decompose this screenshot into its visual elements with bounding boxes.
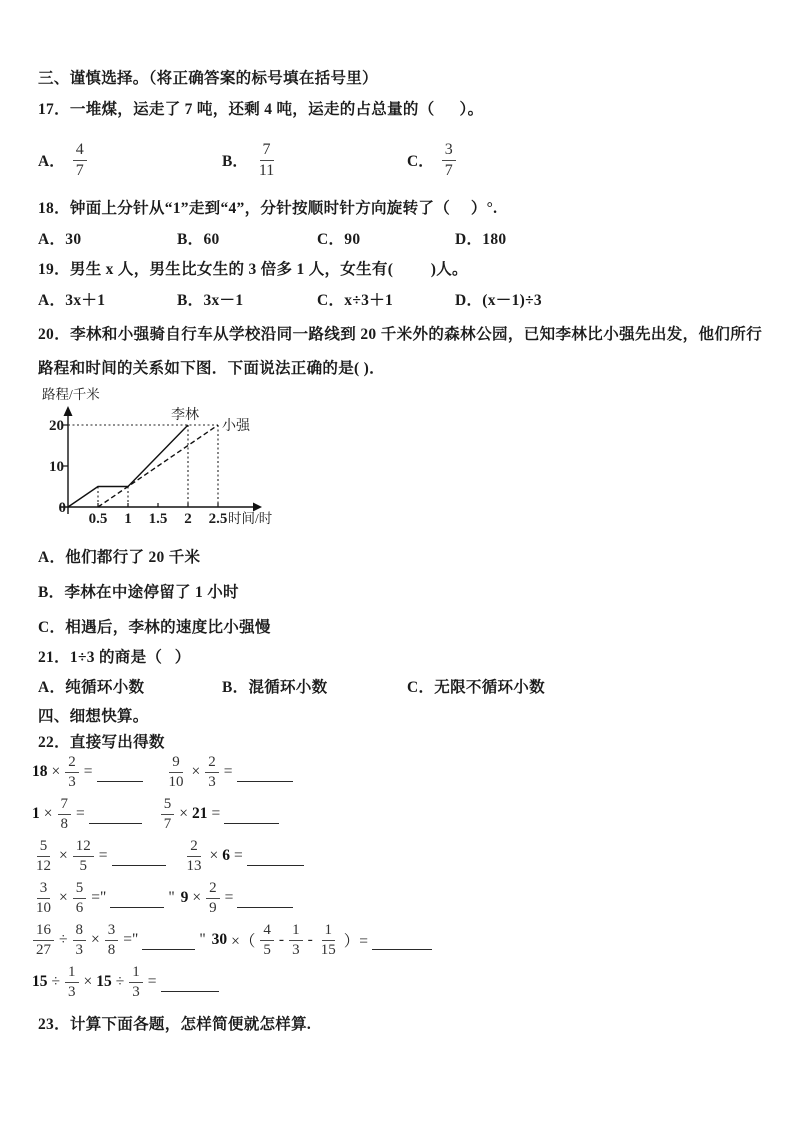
q18-option-d: D．180 — [455, 231, 507, 248]
q18-option-a: A．30 — [38, 231, 82, 248]
q19-option-d: D．(x－1)÷3 — [455, 292, 542, 309]
answer-blank — [237, 781, 293, 782]
fraction — [65, 754, 79, 791]
fraction-denominator: 3 — [68, 983, 76, 1000]
fraction-numerator: 5 — [73, 880, 87, 899]
fraction — [161, 796, 175, 833]
fraction-denominator: 7 — [444, 161, 453, 179]
fraction-numerator: 12 — [73, 838, 94, 857]
q21-stem: 21．1÷3 的商是（ ） — [38, 649, 191, 666]
fraction-numerator: 7 — [260, 141, 274, 161]
fraction-denominator: 27 — [36, 941, 51, 958]
x-tick-label: 1 — [124, 511, 132, 527]
term: - — [307, 931, 313, 948]
fraction — [73, 880, 87, 917]
fraction-numerator: 8 — [73, 922, 87, 941]
fraction — [65, 964, 79, 1001]
series-line-李林 — [68, 425, 188, 507]
term: ÷ — [51, 973, 61, 990]
q21-option-c: C．无限不循环小数 — [407, 679, 545, 696]
fraction-numerator: 16 — [33, 922, 54, 941]
answer-blank — [89, 823, 142, 824]
q19-stem: 19．男生 x 人，男生比女生的 3 倍多 1 人，女生有( )人。 — [38, 261, 468, 278]
x-tick-label: 1.5 — [148, 511, 168, 527]
fraction — [442, 141, 456, 180]
calc-row-3 — [30, 835, 434, 877]
q18-option-b: B．60 — [177, 231, 220, 248]
section3-header: 三、谨慎选择。（将正确答案的标号填在括号里） — [38, 70, 378, 87]
fraction-numerator: 5 — [161, 796, 175, 815]
fraction — [73, 838, 94, 875]
calc-row-2 — [30, 793, 434, 835]
term: × — [59, 847, 68, 864]
term: × — [179, 805, 188, 822]
option-label: B． — [222, 153, 248, 170]
q20-chart — [40, 386, 302, 535]
fraction-numerator: 2 — [205, 754, 219, 773]
fraction — [129, 964, 143, 1001]
fraction-denominator: 3 — [132, 983, 140, 1000]
fraction-denominator: 10 — [168, 773, 184, 790]
fraction — [105, 922, 119, 959]
fraction-denominator: 3 — [292, 941, 300, 958]
fraction-denominator: 3 — [75, 941, 84, 958]
term: - — [278, 931, 285, 948]
term: ×（ — [231, 933, 256, 950]
fraction-denominator: 3 — [208, 773, 216, 790]
y-tick-label: 20 — [49, 418, 64, 434]
answer-blank — [110, 907, 164, 908]
y-axis-title: 路程/千米 — [42, 387, 100, 402]
term: × — [59, 889, 68, 906]
fraction-denominator: 15 — [320, 941, 336, 958]
term: × — [43, 805, 53, 822]
spacer — [145, 772, 163, 773]
q20-stem: 20．李林和小强骑自行车从学校沿同一路线到 20 千米外的森林公园，已知李林比小强先出发，他们所行路程和时间的关系如下图．下面说法正确的是( )． — [38, 326, 762, 377]
fraction-denominator: 5 — [263, 941, 271, 958]
fraction-numerator: 1 — [129, 964, 143, 983]
q18-option-c: C．90 — [317, 231, 361, 248]
term: 6 — [222, 847, 230, 864]
q20-option-b: B．李林在中途停留了 1 小时 — [38, 584, 239, 601]
fraction-denominator: 9 — [209, 899, 217, 916]
fraction — [58, 796, 72, 833]
fraction-numerator: 1 — [65, 964, 79, 983]
answer-blank — [237, 907, 293, 908]
answer-blank — [112, 865, 166, 866]
term: = — [234, 847, 243, 864]
calc-row-4 — [30, 877, 434, 919]
fraction — [33, 838, 54, 875]
term: 21 — [192, 805, 208, 822]
fraction-numerator: 1 — [289, 922, 303, 941]
fraction-denominator: 7 — [75, 161, 84, 179]
fraction — [289, 922, 303, 959]
answer-blank — [247, 865, 304, 866]
fraction-denominator: 10 — [36, 899, 51, 916]
fraction — [166, 754, 187, 791]
term: × — [91, 931, 100, 948]
option-label: C． — [407, 153, 434, 170]
fraction — [73, 141, 87, 180]
fraction — [33, 922, 54, 959]
fraction — [184, 838, 205, 875]
fraction-denominator: 3 — [68, 773, 76, 790]
x-axis-title: 时间/时 — [228, 511, 273, 526]
fraction — [205, 754, 219, 791]
fraction-numerator: 2 — [206, 880, 220, 899]
term: × — [192, 889, 202, 906]
fraction — [318, 922, 339, 959]
term: ）= — [343, 933, 369, 950]
fraction — [33, 880, 54, 917]
fraction-numerator: 3 — [442, 141, 456, 161]
q19-option-a: A．3x＋1 — [38, 292, 106, 309]
fraction-denominator: 5 — [79, 857, 87, 874]
term: = — [83, 763, 93, 780]
spacer — [168, 856, 181, 857]
q17-stem: 17．一堆煤，运走了 7 吨，还剩 4 吨，运走的占总量的（ ）。 — [38, 101, 484, 118]
term: " — [168, 889, 175, 906]
q18-stem: 18．钟面上分针从“1”走到“4”，分针按顺时针方向旋转了（ ）°. — [38, 200, 498, 217]
term: 15 — [96, 973, 112, 990]
term: =" — [91, 889, 107, 906]
q22-stem: 22．直接写出得数 — [38, 734, 165, 751]
fraction-denominator: 11 — [258, 161, 275, 179]
section4-header: 四、细想快算。 — [38, 708, 149, 725]
answer-blank — [97, 781, 143, 782]
answer-blank — [224, 823, 279, 824]
term: × — [83, 973, 93, 990]
fraction-denominator: 12 — [36, 857, 51, 874]
q23-stem: 23．计算下面各题，怎样简便就怎样算. — [38, 1016, 312, 1033]
fraction-numerator: 2 — [187, 838, 201, 857]
term: =" — [123, 931, 139, 948]
fraction-numerator: 4 — [73, 141, 87, 161]
term: = — [147, 973, 157, 990]
q22-rows — [30, 751, 434, 1003]
fraction-numerator: 4 — [260, 922, 274, 941]
fraction — [256, 141, 277, 180]
fraction-denominator: 8 — [60, 815, 68, 832]
spacer — [177, 898, 179, 899]
fraction-numerator: 7 — [58, 796, 72, 815]
y-tick-label: 10 — [49, 459, 64, 475]
q17-option-b — [222, 134, 280, 186]
term: 18 — [32, 763, 48, 780]
series-label: 李林 — [171, 408, 199, 423]
term: 9 — [180, 889, 189, 906]
fraction — [260, 922, 274, 959]
q19-option-b: B．3x－1 — [177, 292, 244, 309]
y-tick-label: 0 — [58, 500, 66, 516]
fraction — [206, 880, 220, 917]
term: = — [211, 805, 221, 822]
fraction-numerator: 5 — [37, 838, 51, 857]
fraction-numerator: 3 — [105, 922, 119, 941]
answer-blank — [142, 949, 195, 950]
calc-row-1 — [30, 751, 434, 793]
series-label: 小强 — [222, 419, 250, 434]
term: " — [199, 931, 206, 948]
q17-option-c — [407, 134, 459, 186]
spacer — [208, 940, 210, 941]
fraction-numerator: 9 — [169, 754, 183, 773]
option-label: A． — [38, 153, 65, 170]
term: = — [76, 805, 85, 822]
term: = — [223, 763, 233, 780]
fraction-numerator: 1 — [322, 922, 336, 941]
q17-option-a — [38, 134, 90, 186]
series-line-小强 — [98, 425, 218, 507]
fraction — [73, 922, 87, 959]
q21-option-a: A．纯循环小数 — [38, 679, 145, 696]
calc-row-6 — [30, 961, 434, 1003]
q20-chart-svg — [40, 386, 302, 530]
fraction-denominator: 7 — [163, 815, 172, 832]
q20-option-c: C．相遇后，李林的速度比小强慢 — [38, 619, 271, 636]
q20-option-a: A．他们都行了 20 千米 — [38, 549, 201, 566]
y-axis-arrow-icon — [64, 406, 73, 416]
term: × — [209, 847, 219, 864]
fraction-denominator: 8 — [107, 941, 116, 958]
spacer — [144, 814, 158, 815]
fraction-numerator: 3 — [37, 880, 51, 899]
term: = — [224, 889, 234, 906]
q21-option-b: B．混循环小数 — [222, 679, 328, 696]
term: 15 — [32, 973, 48, 990]
x-tick-label: 2 — [184, 511, 192, 527]
term: × — [191, 763, 201, 780]
q19-option-c: C．x÷3＋1 — [317, 292, 394, 309]
x-tick-label: 2.5 — [208, 511, 228, 527]
term: ÷ — [115, 973, 125, 990]
term: 1 — [32, 805, 40, 822]
term: × — [51, 763, 61, 780]
term: = — [98, 847, 108, 864]
calc-row-5 — [30, 919, 434, 961]
x-tick-label: 0.5 — [88, 511, 108, 527]
answer-blank — [161, 991, 219, 992]
fraction-numerator: 2 — [65, 754, 79, 773]
answer-blank — [372, 949, 432, 950]
fraction-denominator: 6 — [75, 899, 84, 916]
term: ÷ — [59, 931, 68, 948]
fraction-denominator: 13 — [186, 857, 202, 874]
term: 30 — [211, 931, 228, 948]
